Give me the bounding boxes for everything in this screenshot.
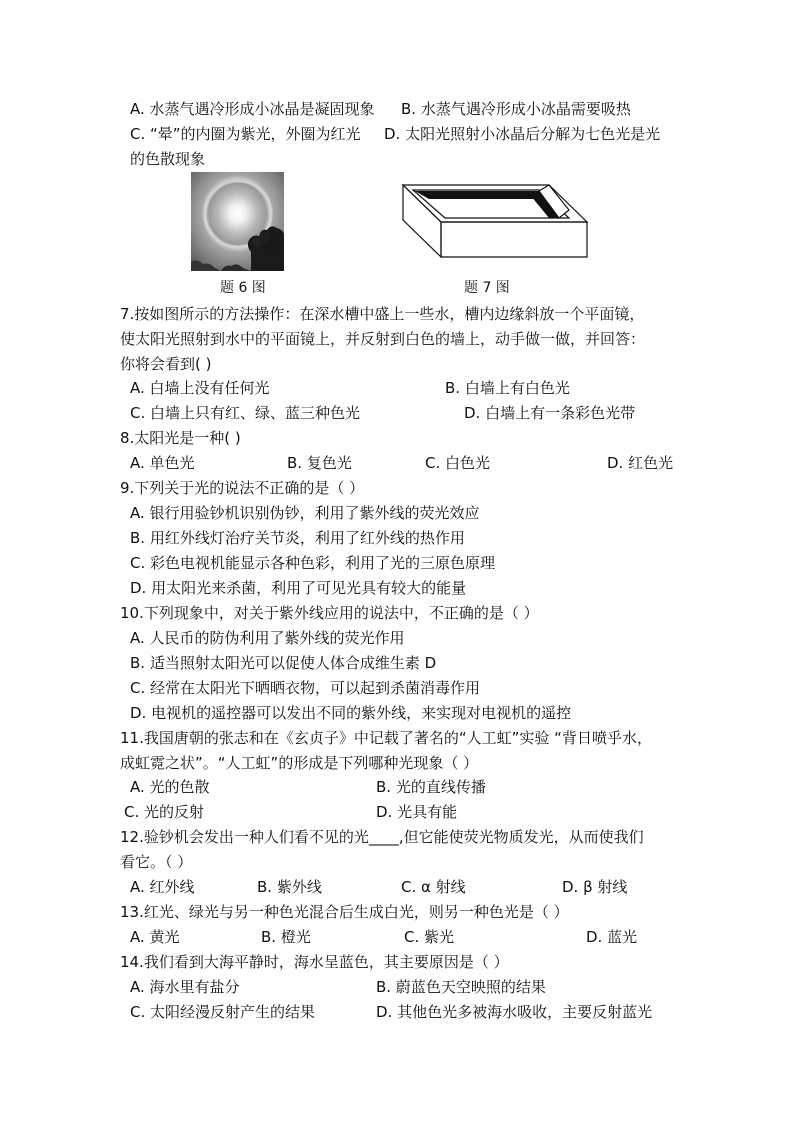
q7-option-a: A. 白墙上没有任何光 (130, 379, 270, 397)
q11-stem-line2: 成虹霓之状”。“人工虹”的形成是下列哪种光现象（ ） (120, 754, 479, 772)
q13-option-d: D. 蓝光 (586, 928, 638, 946)
q7-stem-line1: 7.按如图所示的方法操作：在深水槽中盛上一些水，槽内边缘斜放一个平面镜， (120, 305, 645, 323)
q11-option-a: A. 光的色散 (130, 778, 210, 796)
q12-option-d: D. β 射线 (562, 878, 628, 896)
q7-stem-line2: 使太阳光照射到水中的平面镜上，并反射到白色的墙上，动手做一做，并回答： (120, 330, 646, 348)
q12-option-b: B. 紫外线 (257, 878, 322, 896)
q13-option-a: A. 黄光 (130, 928, 180, 946)
q7-option-b: B. 白墙上有白色光 (445, 379, 570, 397)
q6-option-b: B. 水蒸气遇冷形成小冰晶需要吸热 (401, 100, 631, 118)
q11-option-d: D. 光具有能 (376, 803, 458, 821)
q13-option-b: B. 橙光 (261, 928, 311, 946)
q12-option-c: C. α 射线 (401, 878, 466, 896)
q12-stem-line1: 12.验钞机会发出一种人们看不见的光____,但它能使荧光物质发光，从而使我们 (120, 828, 644, 846)
q8-option-c: C. 白色光 (425, 454, 491, 472)
q9-option-a: A. 银行用验钞机识别伪钞，利用了紫外线的荧光效应 (130, 504, 480, 522)
q8-option-d: D. 红色光 (607, 454, 674, 472)
q9-option-c: C. 彩色电视机能显示各种色彩，利用了光的三原色原理 (130, 554, 496, 572)
q10-option-c: C. 经常在太阳光下晒晒衣物，可以起到杀菌消毒作用 (130, 679, 481, 697)
q10-option-b: B. 适当照射太阳光可以促使人体合成维生素 D (130, 654, 437, 672)
q12-stem-line2: 看它。（ ） (120, 853, 193, 871)
q6-option-c: C. “晕”的内圈为紫光，外圈为红光 (130, 125, 361, 143)
q10-stem: 10.下列现象中，对关于紫外线应用的说法中，不正确的是（ ） (120, 604, 539, 622)
figure-7-caption: 题 7 图 (464, 280, 510, 296)
q7-option-d: D. 白墙上有一条彩色光带 (464, 404, 636, 422)
q8-stem: 8.太阳光是一种( ) (120, 429, 241, 447)
q9-option-d: D. 用太阳光来杀菌，利用了可见光具有较大的能量 (130, 579, 467, 597)
q9-option-b: B. 用红外线灯治疗关节炎，利用了红外线的热作用 (130, 529, 465, 547)
q10-option-a: A. 人民币的防伪利用了紫外线的荧光作用 (130, 629, 405, 647)
trough-diagram (399, 182, 589, 260)
q14-option-d: D. 其他色光多被海水吸收，主要反射蓝光 (376, 1003, 653, 1021)
q8-option-b: B. 复色光 (287, 454, 352, 472)
q13-option-c: C. 紫光 (404, 928, 455, 946)
q11-option-c: C. 光的反射 (124, 803, 205, 821)
q11-option-b: B. 光的直线传播 (376, 778, 486, 796)
q14-option-b: B. 蔚蓝色天空映照的结果 (376, 978, 546, 996)
q14-option-c: C. 太阳经漫反射产生的结果 (130, 1003, 316, 1021)
q6-option-a: A. 水蒸气遇冷形成小冰晶是凝固现象 (130, 100, 375, 118)
q14-stem: 14.我们看到大海平静时，海水呈蓝色，其主要原因是（ ） (120, 953, 509, 971)
q8-option-a: A. 单色光 (130, 454, 195, 472)
q11-stem-line1: 11.我国唐朝的张志和在《玄贞子》中记载了著名的“人工虹”实验 “背日喷乎水， (120, 729, 652, 747)
q6-option-d-continued: 的色散现象 (130, 150, 206, 168)
q7-stem-line3: 你将会看到( ) (120, 355, 212, 373)
q6-option-d: D. 太阳光照射小冰晶后分解为七色光是光 (384, 125, 661, 143)
q12-option-a: A. 红外线 (130, 878, 195, 896)
figure-6-caption: 题 6 图 (220, 280, 266, 296)
q9-stem: 9.下列关于光的说法不正确的是（ ） (120, 479, 365, 497)
q10-option-d: D. 电视机的遥控器可以发出不同的紫外线，来实现对电视机的遥控 (130, 704, 572, 722)
q14-option-a: A. 海水里有盐分 (130, 978, 240, 996)
q13-stem: 13.红光、绿光与另一种色光混合后生成白光，则另一种色光是（ ） (120, 903, 569, 921)
halo-photo (191, 172, 284, 271)
q7-option-c: C. 白墙上只有红、绿、蓝三种色光 (130, 404, 361, 422)
